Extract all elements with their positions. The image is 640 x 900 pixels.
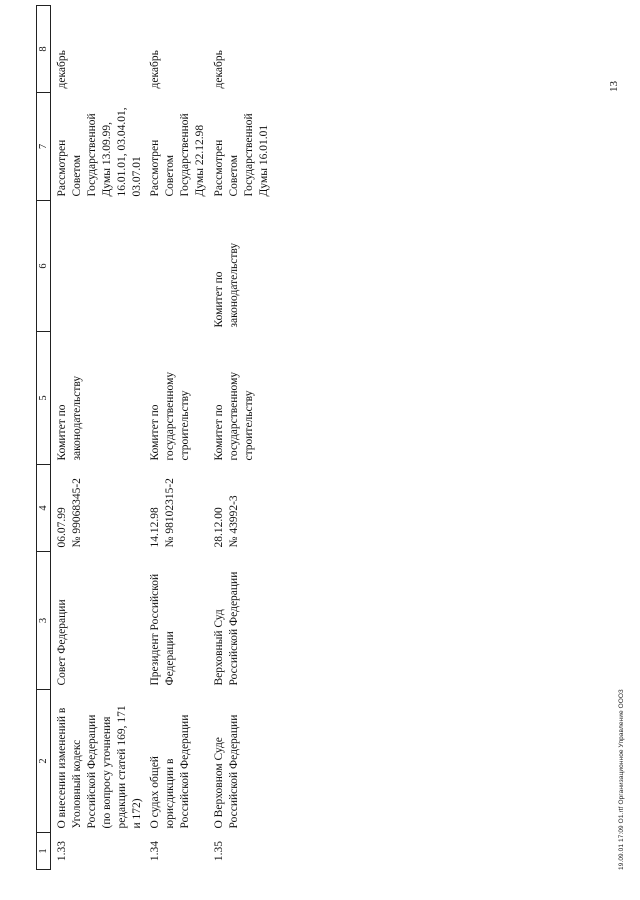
bill-status: Рассмотрен Советом Государственной Думы 13.09.99, 16.01.01, 03.04.01, 03.07.01 [56,107,143,197]
legislation-table [36,5,273,870]
co-committee [145,201,209,332]
co-committee [51,201,146,332]
header-row [37,6,51,870]
header-col-7: 7 [37,93,51,201]
row-number: 1.34 [149,840,161,862]
header-col-3: 3 [37,552,51,690]
document-footer: 19.09.01 17:09 О1.rtf Организационное Управление ООО3 [618,689,625,870]
header-col-6: 6 [37,201,51,332]
table-row [209,6,273,870]
bill-status: Рассмотрен Советом Государственной Думы 22.12.98 [149,113,206,197]
bill-title: О Верховном Суде Российской Федерации [213,714,240,829]
responsible-committee: Комитет по государственному строительству [213,371,255,461]
row-number: 1.35 [213,840,225,862]
bill-status: Рассмотрен Советом Государственной Думы 16.01.01 [213,113,270,197]
bill-term: декабрь [213,50,225,89]
page-number: 13 [608,81,620,92]
bill-date-number: 28.12.00 № 43992-3 [213,495,240,548]
bill-term: декабрь [149,50,161,89]
bill-title: О внесении изменений в Уголовный кодекс Российской Федерации (по вопросу уточнения редакции статей 169, 171 и 172) [56,705,143,829]
bill-author: Президент Российской Федерации [149,573,176,686]
row-number: 1.33 [56,840,68,862]
header-col-4: 4 [37,465,51,552]
header-col-2: 2 [37,690,51,833]
bill-author: Совет Федерации [56,599,68,686]
co-committee: Комитет по законодательству [213,242,240,328]
bill-date-number: 14.12.98 № 98102315-2 [149,478,176,548]
table-row [51,6,146,870]
bill-term: декабрь [56,50,68,89]
bill-author: Верховный Суд Российской Федерации [213,571,240,686]
table-row [145,6,209,870]
bill-title: О судах общей юрисдикции в Российской Федерации [149,714,191,829]
responsible-committee: Комитет по государственному строительству [149,371,191,461]
header-col-1: 1 [37,833,51,870]
bill-date-number: 06.07.99 № 99068345-2 [56,478,83,548]
responsible-committee: Комитет по законодательству [56,375,83,461]
header-col-5: 5 [37,332,51,465]
header-col-8: 8 [37,6,51,93]
